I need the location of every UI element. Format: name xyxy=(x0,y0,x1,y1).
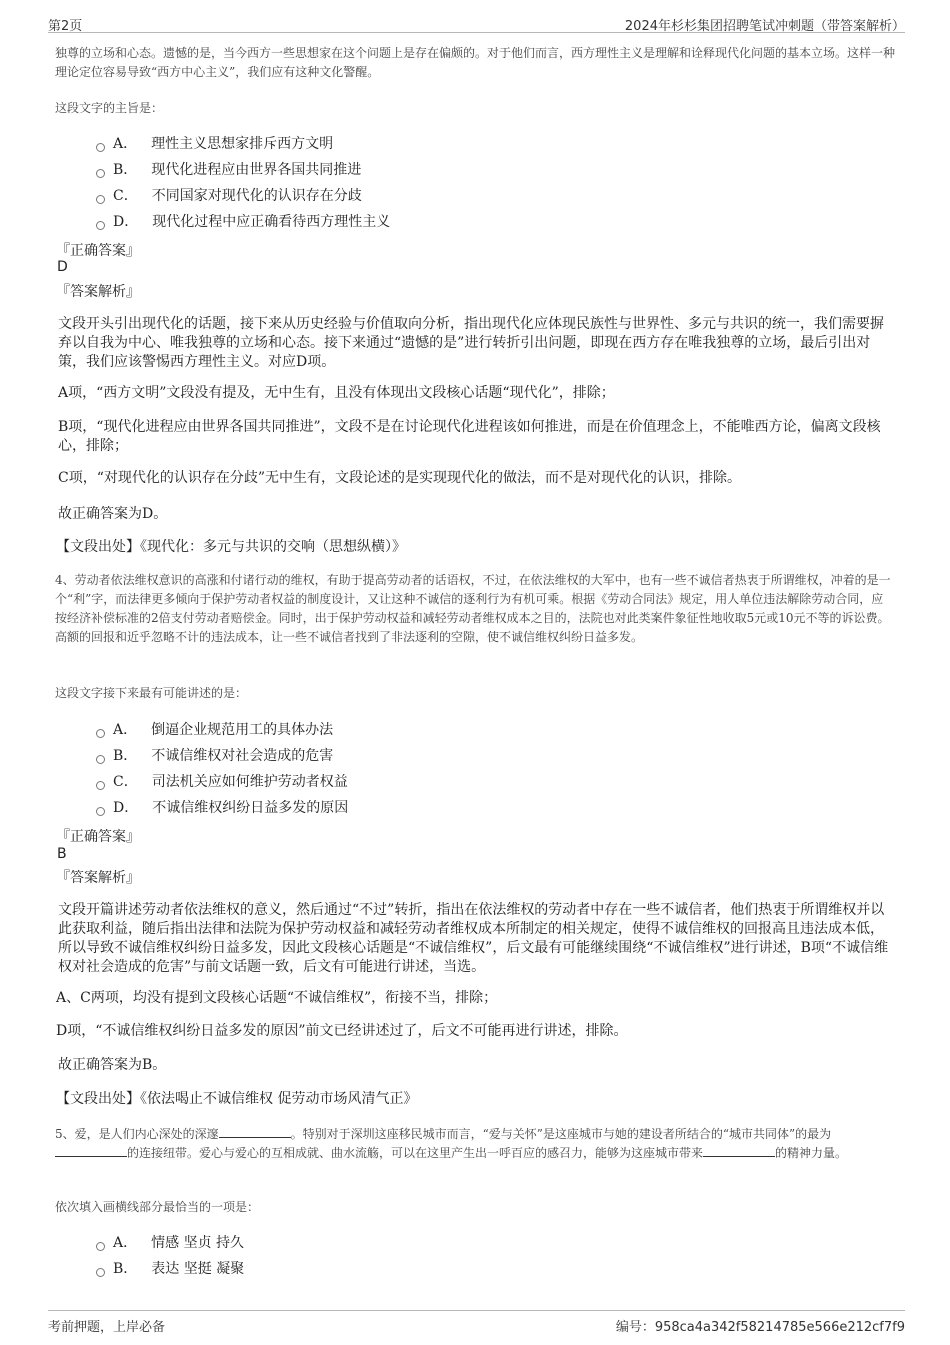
option-text: 倒逼企业规范用工的具体办法 xyxy=(151,722,334,738)
option-letter: D． xyxy=(113,800,139,816)
q5-passage-part: 的连接纽带。爱心与爱心的互相成就、曲水流觞，可以在这里产生出一呼百应的感召力，能够为这座城市带来 xyxy=(127,1146,704,1160)
q4-answer: B xyxy=(57,846,67,862)
radio-icon[interactable] xyxy=(96,221,105,230)
q5-passage-part: 5、爱，是人们内心深处的深邃 xyxy=(55,1127,219,1141)
q4-analysis-label: 『答案解析』 xyxy=(56,870,140,886)
q3-option-a[interactable] xyxy=(96,134,333,154)
q3-explanation-b: B项，“现代化进程应由世界各国共同推进”，文段不是在讨论现代化进程该如何推进，而是在价值理念上，不能唯西方论，偏离文段核心，排除； xyxy=(58,419,881,454)
q3-explanation-a: A项，“西方文明”文段没有提及，无中生有，且没有体现出文段核心话题“现代化”，排除； xyxy=(58,385,615,401)
option-text: 情感 坚贞 持久 xyxy=(151,1235,245,1251)
radio-icon[interactable] xyxy=(96,169,105,178)
option-letter: A． xyxy=(113,722,138,738)
q3-correct-answer-label: 『正确答案』 xyxy=(56,243,140,259)
option-letter: C． xyxy=(113,188,138,204)
q5-option-b[interactable] xyxy=(96,1259,244,1279)
q4-option-d[interactable] xyxy=(96,798,348,818)
q5-passage xyxy=(55,1125,895,1163)
q5-passage-part: 的精神力量。 xyxy=(775,1146,848,1160)
option-letter: A． xyxy=(113,1235,138,1251)
radio-icon[interactable] xyxy=(96,781,105,790)
page-header xyxy=(48,6,905,33)
q3-option-d[interactable] xyxy=(96,212,390,232)
option-text: 不同国家对现代化的认识存在分歧 xyxy=(151,188,362,204)
intro-passage: 独尊的立场和心态。遗憾的是，当今西方一些思想家在这个问题上是存在偏颇的。对于他们而言，西方理性主义是理解和诠释现代化问题的基本立场。这样一种理论定位容易导致“西方中心主义”，我们应有这种文化警醒。 xyxy=(55,46,896,79)
q3-prompt: 这段文字的主旨是： xyxy=(55,101,164,115)
q4-explanation-ac: A、C两项，均没有提到文段核心话题“不诚信维权”，衔接不当，排除； xyxy=(56,990,498,1006)
fill-blank[interactable] xyxy=(219,1125,291,1138)
radio-icon[interactable] xyxy=(96,1242,105,1251)
option-letter: C． xyxy=(113,774,138,790)
fill-blank[interactable] xyxy=(55,1144,127,1157)
q3-explanation-c: C项，“对现代化的认识存在分歧”无中生有，文段论述的是实现现代化的做法，而不是对现代化的认识，排除。 xyxy=(58,470,742,486)
radio-icon[interactable] xyxy=(96,195,105,204)
q3-option-b[interactable] xyxy=(96,160,361,180)
radio-icon[interactable] xyxy=(96,755,105,764)
q4-explanation-d: D项，“不诚信维权纠纷日益多发的原因”前文已经讲述过了，后文不可能再进行讲述，排除。 xyxy=(56,1023,628,1039)
q5-passage-part: 。特别对于深圳这座移民城市而言，“爱与关怀”是这座城市与她的建设者所结合的“城市共同体”的最为 xyxy=(290,1127,832,1141)
option-text: 不诚信维权对社会造成的危害 xyxy=(151,748,334,764)
q4-conclusion: 故正确答案为B。 xyxy=(58,1057,167,1073)
footer-slogan: 考前押题，上岸必备 xyxy=(48,1320,166,1335)
option-text: 司法机关应如何维护劳动者权益 xyxy=(151,774,348,790)
q4-source: 【文段出处】《依法喝止不诚信维权 促劳动市场风清气正》 xyxy=(56,1091,418,1107)
option-text: 表达 坚挺 凝聚 xyxy=(151,1261,245,1277)
option-letter: D． xyxy=(113,214,139,230)
fill-blank[interactable] xyxy=(703,1144,775,1157)
q5-option-a[interactable] xyxy=(96,1233,244,1253)
q4-option-a[interactable] xyxy=(96,720,333,740)
q4-correct-answer-label: 『正确答案』 xyxy=(56,829,140,845)
q3-analysis-label: 『答案解析』 xyxy=(56,284,140,300)
q3-option-c[interactable] xyxy=(96,186,362,206)
q3-conclusion: 故正确答案为D。 xyxy=(58,506,168,522)
q4-passage: 4、劳动者依法维权意识的高涨和付诸行动的维权，有助于提高劳动者的话语权，不过，在依法维权的大军中，也有一些不诚信者热衷于所谓维权，冲着的是一个“利”字，而法律更多倾向于保护劳动者权益的制度设计，又让这种不诚信的逐利行为有机可乘。根据《劳动合同法》规定，用人单位违法解除劳动合同，应按经济补偿标准的2倍支付劳动者赔偿金。同时，出于保护劳动权益和减轻劳动者维权成本之目的，法院也对此类案件象征性地收取5元或10元不等的诉讼费。高额的回报和近乎忽略不计的违法成本，让一些不诚信者找到了非法逐利的空隙，使不诚信维权纠纷日益多发。 xyxy=(55,573,891,644)
option-text: 不诚信维权纠纷日益多发的原因 xyxy=(152,800,349,816)
q4-prompt: 这段文字接下来最有可能讲述的是： xyxy=(55,686,248,700)
q4-option-c[interactable] xyxy=(96,772,348,792)
document-title: 2024年杉杉集团招聘笔试冲刺题（带答案解析） xyxy=(624,19,905,34)
option-letter: A． xyxy=(113,136,138,152)
q3-answer: D xyxy=(57,259,68,275)
option-letter: B． xyxy=(113,162,138,178)
radio-icon[interactable] xyxy=(96,143,105,152)
q4-explanation-main: 文段开篇讲述劳动者依法维权的意义，然后通过“不过”转折，指出在依法维权的劳动者中存在一些不诚信者，他们热衷于所谓维权并以此获取利益，随后指出法律和法院为保护劳动权益和减轻劳动者维权成本所制定的相关规定，使得不诚信维权的回报高且违法成本低，所以导致不诚信维权纠纷日益多发，因此文段核心话题是“不诚信维权”，后文最有可能继续围绕“不诚信维权”进行讲述，B项“不诚信维权对社会造成的危害”与前文话题一致，后文有可能进行讲述，当选。 xyxy=(58,902,889,975)
radio-icon[interactable] xyxy=(96,729,105,738)
page-footer xyxy=(48,1310,905,1341)
option-text: 理性主义思想家排斥西方文明 xyxy=(151,136,334,152)
option-text: 现代化过程中应正确看待西方理性主义 xyxy=(152,214,391,230)
page-number: 第2页 xyxy=(48,19,83,34)
radio-icon[interactable] xyxy=(96,1268,105,1277)
radio-icon[interactable] xyxy=(96,807,105,816)
q3-explanation-main: 文段开头引出现代化的话题，接下来从历史经验与价值取向分析，指出现代化应体现民族性与世界性、多元与共识的统一，我们需要摒弃以自我为中心、唯我独尊的立场和心态。接下来通过“遗憾的是”进行转折引出问题，即现在西方存在唯我独尊的立场，最后引出对策，我们应该警惕西方理性主义。对应D项。 xyxy=(58,316,884,370)
document-id: 编号：958ca4a342f58214785e566e212cf7f9 xyxy=(615,1320,905,1335)
q3-source: 【文段出处】《现代化：多元与共识的交响（思想纵横）》 xyxy=(56,539,406,555)
option-letter: B． xyxy=(113,1261,138,1277)
option-letter: B． xyxy=(113,748,138,764)
option-text: 现代化进程应由世界各国共同推进 xyxy=(151,162,362,178)
q5-prompt: 依次填入画横线部分最恰当的一项是： xyxy=(55,1200,260,1214)
q4-option-b[interactable] xyxy=(96,746,333,766)
